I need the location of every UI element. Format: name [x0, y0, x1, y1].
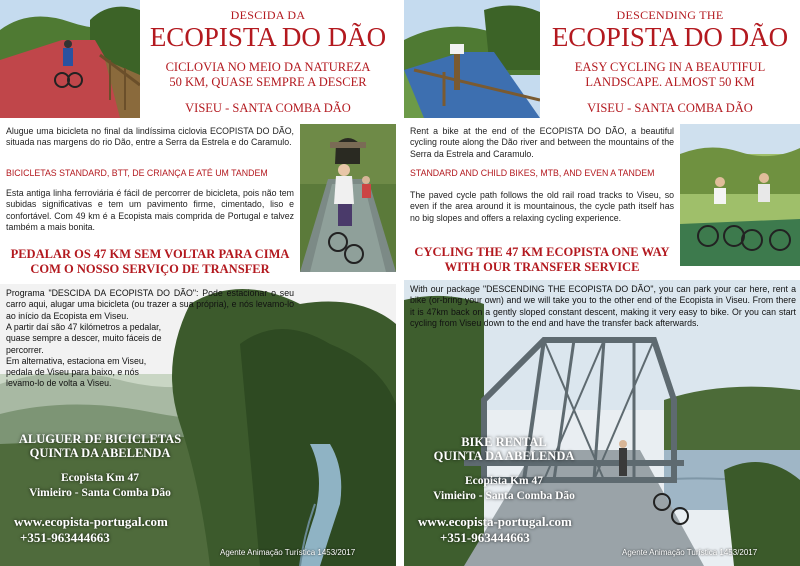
- location-heading: VISEU - SANTA COMBA DÃO: [587, 101, 753, 115]
- portuguese-panel: [0, 0, 396, 566]
- rental-title-line-1: ALUGUER DE BICICLETAS: [18, 432, 182, 446]
- rental-title-line-1: BIKE RENTAL: [461, 435, 547, 449]
- page-title: ECOPISTA DO DÃO: [149, 22, 387, 52]
- tunnel-cyclists-photo: [300, 124, 396, 272]
- bike-types-line: STANDARD AND CHILD BIKES, MTB, AND EVEN A TANDEM: [410, 168, 655, 178]
- transfer-callout-line-2: WITH OUR TRANSFER SERVICE: [444, 260, 640, 274]
- page-title: ECOPISTA DO DÃO: [551, 22, 789, 52]
- subtitle-line-1: CICLOVIA NO MEIO DA NATUREZA: [165, 60, 371, 74]
- package-details-paragraph: A partir daí são 47 kilómetros a pedalar, quase sempre a descer, muito fáceis de percorrer. Em alternativa, estaciona em Viseu, pedala de Viseu para baixo, e nós levamo-lo de volta a Viseu.: [6, 322, 162, 389]
- subtitle-line-2: LANDSCAPE. ALMOST 50 KM: [585, 75, 755, 89]
- subtitle-line-2: 50 KM, QUASE SEMPRE A DESCER: [169, 75, 367, 89]
- transfer-callout-line-1: CYCLING THE 47 KM ECOPISTA ONE WAY: [414, 245, 670, 259]
- bike-types-line: BICICLETAS STANDARD, BTT, DE CRIANÇA E ATÉ UM TANDEM: [6, 168, 268, 178]
- package-paragraph: With our package "DESCENDING THE ECOPISTA DO DÃO", you can park your car here, rent a bike (or-bring your own) and we will take you to the other end of the Ecopista in Viseu. From there it is 47km back on a gently sloped constant descent, making it very easy to bike. Or you can start cycling from Viseu down to the end and have the transfer back afterwards.: [410, 284, 796, 328]
- english-panel: [404, 0, 800, 566]
- tourism-license: Agente Animação Turística 1453/2017: [220, 548, 356, 557]
- title-prefix: DESCIDA DA: [230, 8, 306, 22]
- intro-paragraph: Alugue uma bicicleta no final da lindíssima ciclovia ECOPISTA DO DÃO, situada nas margens do rio Dão, entre a Serra da Estrela e do Caramulo.: [6, 126, 294, 148]
- blue-cycle-path-photo: [404, 0, 540, 118]
- address-line-1: Ecopista Km 47: [465, 475, 543, 487]
- cyclists-vineyard-photo: [680, 124, 800, 266]
- route-description-paragraph: The paved cycle path follows the old rail road tracks to Viseu, so even if the area around it is mountainous, the cycle path itself has no big slopes and offers a relaxing cycling experience.: [410, 190, 674, 223]
- intro-paragraph: Rent a bike at the end of the ECOPISTA DO DÃO, a beautiful cycling route along the Dão river and between the mountains of the Serra da Estrela and Caramulo.: [410, 126, 674, 159]
- address-line-2: Vimieiro - Santa Comba Dão: [433, 490, 575, 502]
- phone-number[interactable]: +351-963444663: [20, 530, 110, 545]
- route-description-paragraph: Esta antiga linha ferroviária é fácil de percorrer de bicicleta, pois não tem subidas significativas e tem um pavimento firme, cimentado, liso e confortável. Com 49 km é a Ecopista mais comprida de Portugal e talvez também a mais bonita.: [6, 188, 294, 232]
- address-line-2: Vimieiro - Santa Comba Dão: [29, 487, 171, 499]
- website-link[interactable]: www.ecopista-portugal.com: [14, 514, 168, 529]
- location-heading: VISEU - SANTA COMBA DÃO: [185, 101, 351, 115]
- transfer-callout-line-1: PEDALAR OS 47 KM SEM VOLTAR PARA CIMA: [10, 247, 290, 261]
- title-prefix: DESCENDING THE: [616, 8, 724, 22]
- package-paragraph: Programa "DESCIDA DA ECOPISTA DO DÃO": Pode estacionar o seu carro aqui, alugar uma bicicleta (ou trazer a sua própria), e nós levamo-lo ao início da Ecopista em Viseu.: [6, 288, 294, 321]
- transfer-callout-line-2: COM O NOSSO SERVIÇO DE TRANSFER: [30, 262, 270, 276]
- address-line-1: Ecopista Km 47: [61, 472, 139, 484]
- panel-divider: [396, 0, 404, 566]
- website-link[interactable]: www.ecopista-portugal.com: [418, 514, 572, 529]
- rental-title-line-2: QUINTA DA ABELENDA: [433, 449, 575, 463]
- rental-title-line-2: QUINTA DA ABELENDA: [29, 446, 171, 460]
- subtitle-line-1: EASY CYCLING IN A BEAUTIFUL: [574, 60, 766, 74]
- red-cycle-path-photo: [0, 0, 140, 118]
- phone-number[interactable]: +351-963444663: [440, 530, 530, 545]
- tourism-license: Agente Animação Turística 1453/2017: [622, 548, 758, 557]
